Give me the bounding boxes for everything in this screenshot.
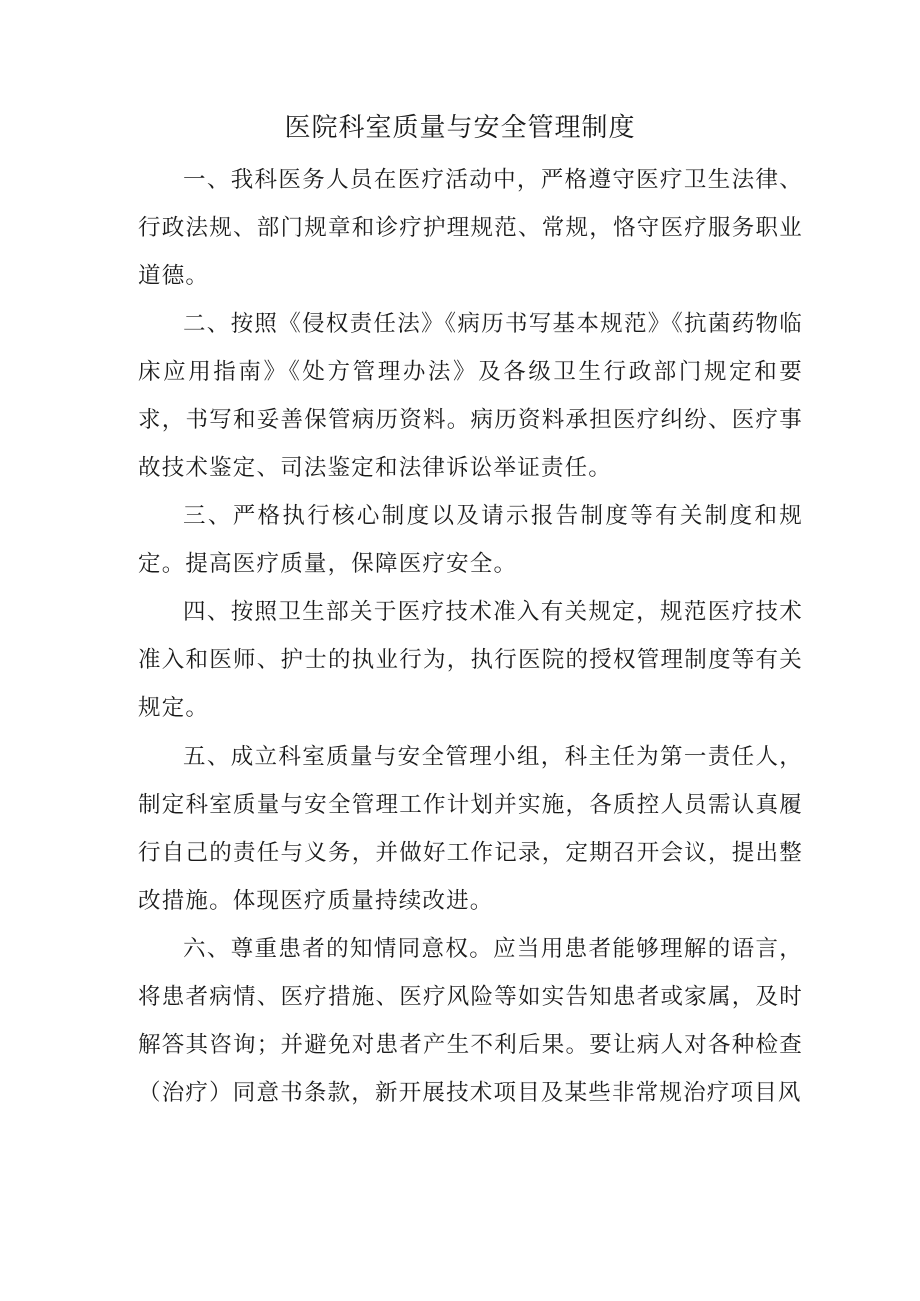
paragraph-4: 四、按照卫生部关于医疗技术准入有关规定，规范医疗技术准入和医师、护士的执业行为，执行医院的授权管理制度等有关规定。: [138, 599, 803, 721]
paragraph-1: 一、我科医务人员在医疗活动中，严格遵守医疗卫生法律、行政法规、部门规章和诊疗护理规范、常规，恪守医疗服务职业道德。: [138, 167, 803, 289]
paragraph-6: 六、尊重患者的知情同意权。应当用患者能够理解的语言，将患者病情、医疗措施、医疗风险等如实告知患者或家属，及时解答其咨询；并避免对患者产生不利后果。要让病人对各种检查（治疗）同意书条款，新开展技术项目及某些非常规治疗项目风: [138, 936, 803, 1106]
document-title: 医院科室质量与安全管理制度: [284, 113, 636, 143]
paragraph-5: 五、成立科室质量与安全管理小组，科主任为第一责任人，制定科室质量与安全管理工作计划并实施，各质控人员需认真履行自己的责任与义务，并做好工作记录，定期召开会议，提出整改措施。体现医疗质量持续改进。: [138, 744, 803, 914]
paragraph-3: 三、严格执行核心制度以及请示报告制度等有关制度和规定。提高医疗质量，保障医疗安全。: [138, 503, 803, 577]
paragraph-2: 二、按照《侵权责任法》《病历书写基本规范》《抗菌药物临床应用指南》《处方管理办法》及各级卫生行政部门规定和要求，书写和妥善保管病历资料。病历资料承担医疗纠纷、医疗事故技术鉴定、司法鉴定和法律诉讼举证责任。: [138, 311, 803, 481]
